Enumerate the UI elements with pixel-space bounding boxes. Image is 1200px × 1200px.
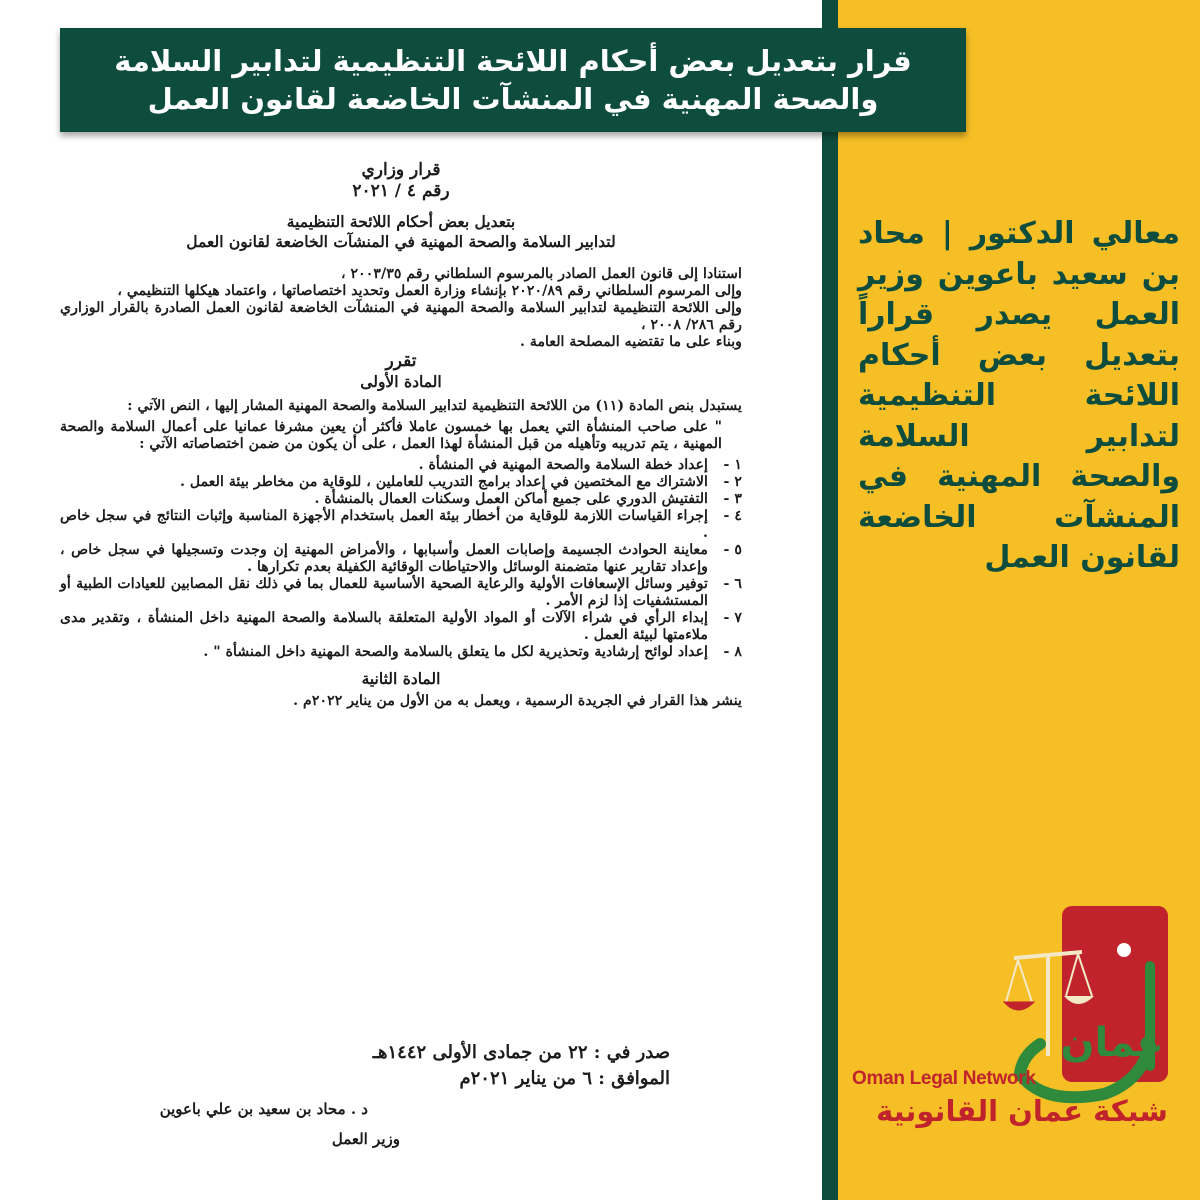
article-1-title: المادة الأولى xyxy=(360,372,442,391)
item-text: الاشتراك مع المختصين في إعداد برامج التدريب للعاملين ، للوقاية من مخاطر بيئة العمل . xyxy=(179,474,708,490)
decree-document xyxy=(60,160,742,710)
signatory-name: د . محاد بن سعيد بن علي باعوين xyxy=(159,1100,368,1118)
item-number: ١ - xyxy=(723,457,742,473)
item-number: ٢ - xyxy=(723,474,742,490)
list-item xyxy=(60,457,742,474)
item-text: التفتيش الدوري على جميع أماكن العمل وسكنات العمال بالمنشأة . xyxy=(314,491,708,507)
decree-number: رقم ٤ / ٢٠٢١ xyxy=(352,181,450,201)
item-number: ٧ - xyxy=(723,610,742,626)
title-line-1: قرار بتعديل بعض أحكام اللائحة التنظيمية لتدابير السلامة xyxy=(114,44,912,78)
preamble-line: استنادا إلى قانون العمل الصادر بالمرسوم السلطاني رقم ٢٠٠٣/٣٥ ، xyxy=(341,266,742,282)
signatory-role: وزير العمل xyxy=(331,1130,400,1148)
item-text: توفير وسائل الإسعافات الأولية والرعاية الصحية الأساسية للعمال بما في ذلك نقل المصابين للعيادات الطبية أو المستشفيات إذا لزم الأمر . xyxy=(60,576,708,609)
article-1-intro: يستبدل بنص المادة (١١) من اللائحة التنظيمية لتدابير السلامة والصحة المهنية المشار إليها ، النص الآتي : xyxy=(127,398,742,414)
side-summary-text: معالي الدكتور | محاد بن سعيد باعوين وزير العمل يصدر قراراً بتعديل بعض أحكام اللائحة التنظيمية لتدابير السلامة والصحة المهنية في المنشآت الخاضعة لقانون العمل xyxy=(858,216,1180,575)
logo-mark-text: عمان xyxy=(1060,1020,1164,1066)
article-2-body: ينشر هذا القرار في الجريدة الرسمية ، ويعمل به من الأول من يناير ٢٠٢٢م . xyxy=(293,693,742,709)
list-item xyxy=(60,508,742,542)
logo-name-arabic: شبكة عمان القانونية xyxy=(876,1094,1168,1128)
title-line-2: والصحة المهنية في المنشآت الخاضعة لقانون العمل xyxy=(147,82,879,116)
item-number: ٦ - xyxy=(723,576,742,592)
item-number: ٣ - xyxy=(723,491,742,507)
article-1-items xyxy=(60,457,742,661)
logo-dot xyxy=(1117,943,1131,957)
list-item xyxy=(60,610,742,644)
issued-date: صدر في : ٢٢ من جمادى الأولى ١٤٤٢هـ xyxy=(372,1042,670,1063)
decree-heading: قرار وزاري xyxy=(361,160,441,180)
title-banner xyxy=(60,28,966,132)
issue-dates xyxy=(340,1040,670,1092)
decides-heading: تقرر xyxy=(385,351,417,371)
item-text: إعداد خطة السلامة والصحة المهنية في المنشأة . xyxy=(418,457,708,473)
green-divider-band xyxy=(822,0,838,1200)
item-text: إعداد لوائح إرشادية وتحذيرية لكل ما يتعلق بالسلامة والصحة المهنية داخل المنشأة " . xyxy=(203,644,708,660)
preamble-line: وإلى اللائحة التنظيمية لتدابير السلامة والصحة المهنية في المنشآت الخاضعة لقانون العمل الصادرة بالقرار الوزاري رقم ٢٨٦/ ٢٠٠٨ ، xyxy=(60,300,742,333)
decree-subject-1: بتعديل بعض أحكام اللائحة التنظيمية xyxy=(286,212,516,231)
decree-subject-2: لتدابير السلامة والصحة المهنية في المنشآت الخاضعة لقانون العمل xyxy=(186,232,616,251)
preamble xyxy=(60,266,742,351)
list-item xyxy=(60,491,742,508)
signature-block xyxy=(128,1094,400,1154)
article-2-title: المادة الثانية xyxy=(361,669,441,688)
item-text: إبداء الرأي في شراء الآلات أو المواد الأولية المتعلقة بالسلامة والصحة المهنية داخل المنشأة ، وتقدير مدى ملاءمتها لبيئة العمل . xyxy=(60,610,708,643)
preamble-line: وبناء على ما تقتضيه المصلحة العامة . xyxy=(519,334,742,350)
list-item xyxy=(60,644,742,661)
item-number: ٥ - xyxy=(723,542,742,558)
logo-name-english: Oman Legal Network xyxy=(852,1068,1036,1089)
list-item xyxy=(60,474,742,491)
list-item xyxy=(60,542,742,576)
list-item xyxy=(60,576,742,610)
item-number: ٨ - xyxy=(723,644,742,660)
article-1-body: " على صاحب المنشأة التي يعمل بها خمسون عاملا فأكثر أن يعين مشرفا عمانيا على أعمال السلامة والصحة المهنية ، يتم تدريبه وتأهيله من قبل المنشأة لهذا العمل ، على أن يكون من ضمن اختصاصاته الآتي : xyxy=(60,419,722,452)
item-text: إجراء القياسات اللازمة للوقاية من أخطار بيئة العمل باستخدام الأجهزة المناسبة وإثبات النتائج في سجل خاص . xyxy=(60,508,708,541)
item-number: ٤ - xyxy=(723,508,742,524)
scale-left-pan xyxy=(1004,1002,1034,1010)
preamble-line: وإلى المرسوم السلطاني رقم ٢٠٢٠/٨٩ بإنشاء وزارة العمل وتحديد اختصاصاتها ، واعتماد هيكلها التنظيمي ، xyxy=(117,283,742,299)
item-text: معاينة الحوادث الجسيمة وإصابات العمل وأسبابها ، والأمراض المهنية إن وجدت وتسجيلها في سجل خاص ، وإعداد تقارير عنها متضمنة الوسائل والاحتياطات الوقائية الكفيلة بعدم تكرارها . xyxy=(60,542,708,575)
scale-left-strings xyxy=(1006,960,1032,1002)
corresponding-date: الموافق : ٦ من يناير ٢٠٢١م xyxy=(459,1068,670,1089)
